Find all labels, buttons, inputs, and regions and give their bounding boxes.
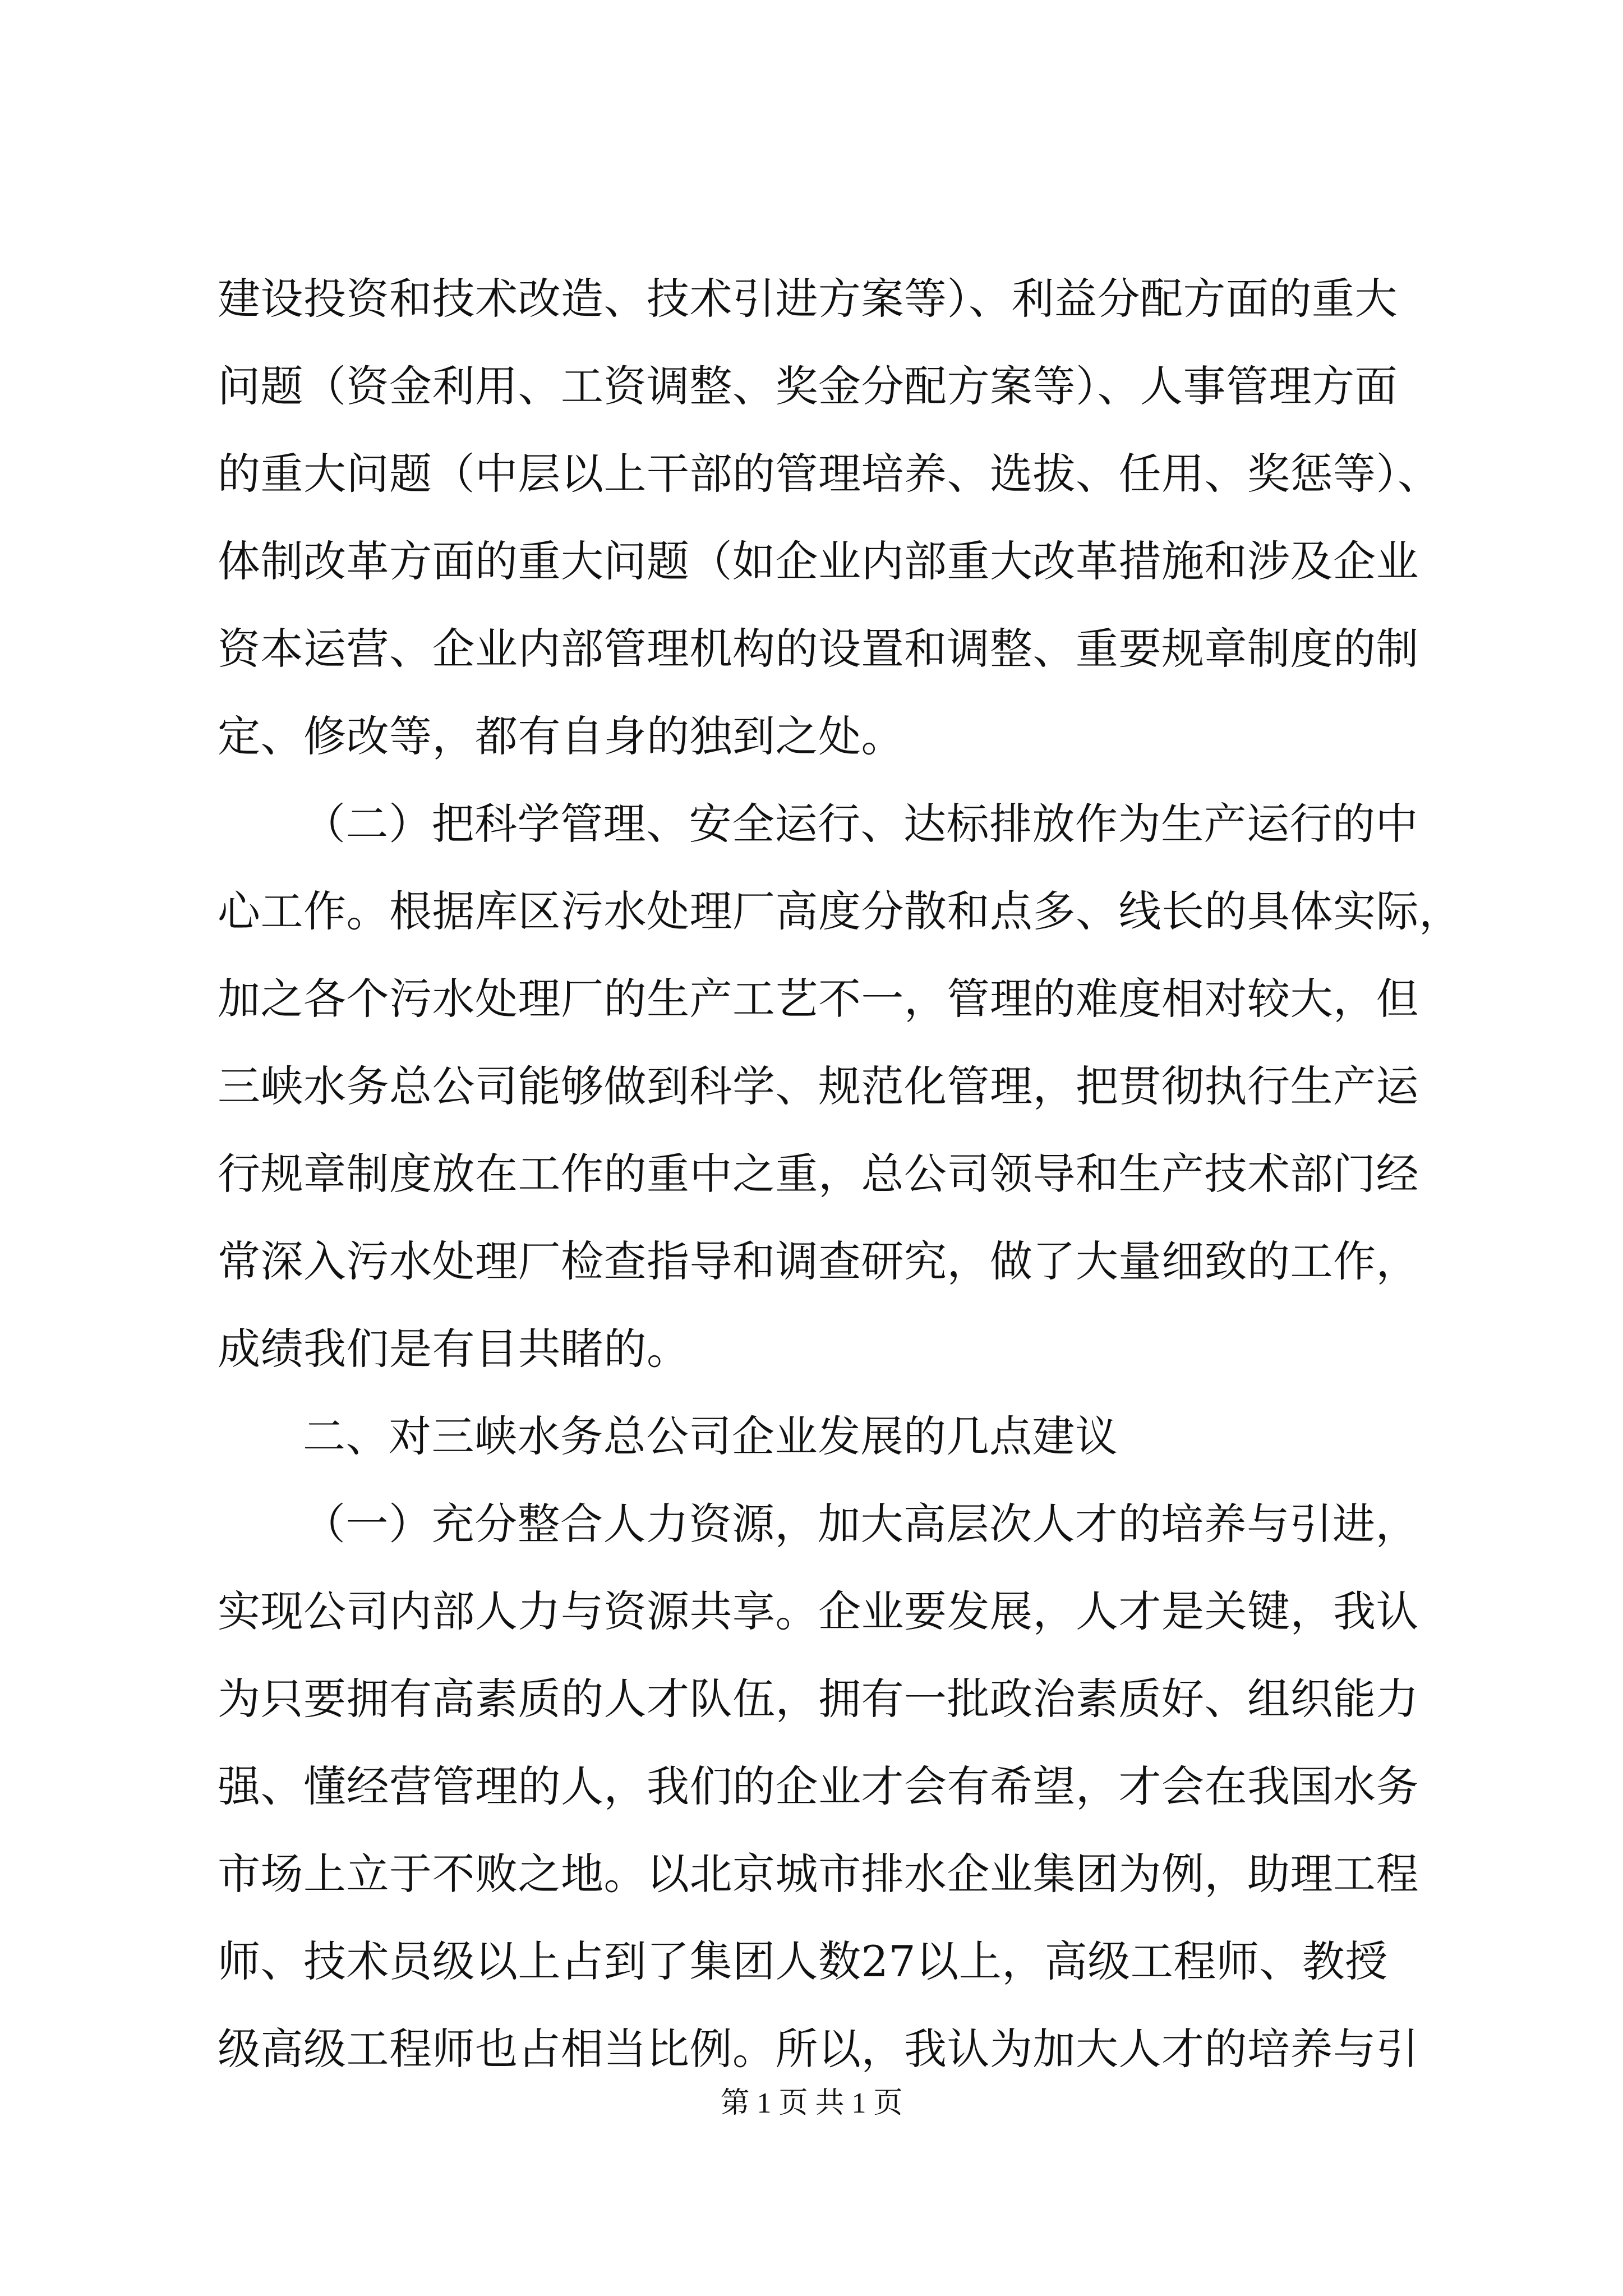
text-line: 问题（资金利用、工资调整、奖金分配方案等）、人事管理方面 [218,361,1398,411]
text-line: 级高级工程师也占相当比例。所以，我认为加大人才的培养与引 [218,2024,1419,2074]
text-line: 为只要拥有高素质的人才队伍，拥有一批政治素质好、组织能力 [218,1674,1419,1724]
text-line: 建设投资和技术改造、技术引进方案等）、利益分配方面的重大 [218,274,1398,324]
paragraph-start-line: （二）把科学管理、安全运行、达标排放作为生产运行的中 [303,799,1418,849]
text-line: 成绩我们是有目共睹的。 [218,1324,690,1374]
text-line: 三峡水务总公司能够做到科学、规范化管理，把贯彻执行生产运 [218,1061,1419,1111]
page-number-label: 第 1 页 共 1 页 [720,2087,903,2119]
text-line: 实现公司内部人力与资源共享。企业要发展，人才是关键，我认 [218,1586,1419,1636]
paragraph-start-line: （一）充分整合人力资源，加大高层次人才的培养与引进， [303,1499,1418,1549]
page-footer [0,2084,1623,2123]
text-line: 市场上立于不败之地。以北京城市排水企业集团为例，助理工程 [218,1849,1419,1899]
text-line: 强、懂经营管理的人，我们的企业才会有希望，才会在我国水务 [218,1761,1419,1811]
text-line: 资本运营、企业内部管理机构的设置和调整、重要规章制度的制 [218,624,1419,674]
section-heading: 二、对三峡水务总公司企业发展的几点建议 [303,1411,1118,1461]
text-line: 的重大问题（中层以上干部的管理培养、选拔、任用、奖惩等）、 [218,449,1441,499]
text-line: 行规章制度放在工作的重中之重，总公司领导和生产技术部门经 [218,1149,1419,1199]
text-line: 师、技术员级以上占到了集团人数27以上，高级工程师、教授 [218,1936,1388,1986]
text-line: 体制改革方面的重大问题（如企业内部重大改革措施和涉及企业 [218,536,1419,586]
text-line: 常深入污水处理厂检查指导和调查研究，做了大量细致的工作， [218,1236,1419,1286]
text-line: 心工作。根据库区污水处理厂高度分散和点多、线长的具体实际， [218,886,1462,936]
text-line: 加之各个污水处理厂的生产工艺不一，管理的难度相对较大，但 [218,974,1419,1024]
body-text [218,255,1462,2093]
text-line: 定、修改等，都有自身的独到之处。 [218,711,904,761]
